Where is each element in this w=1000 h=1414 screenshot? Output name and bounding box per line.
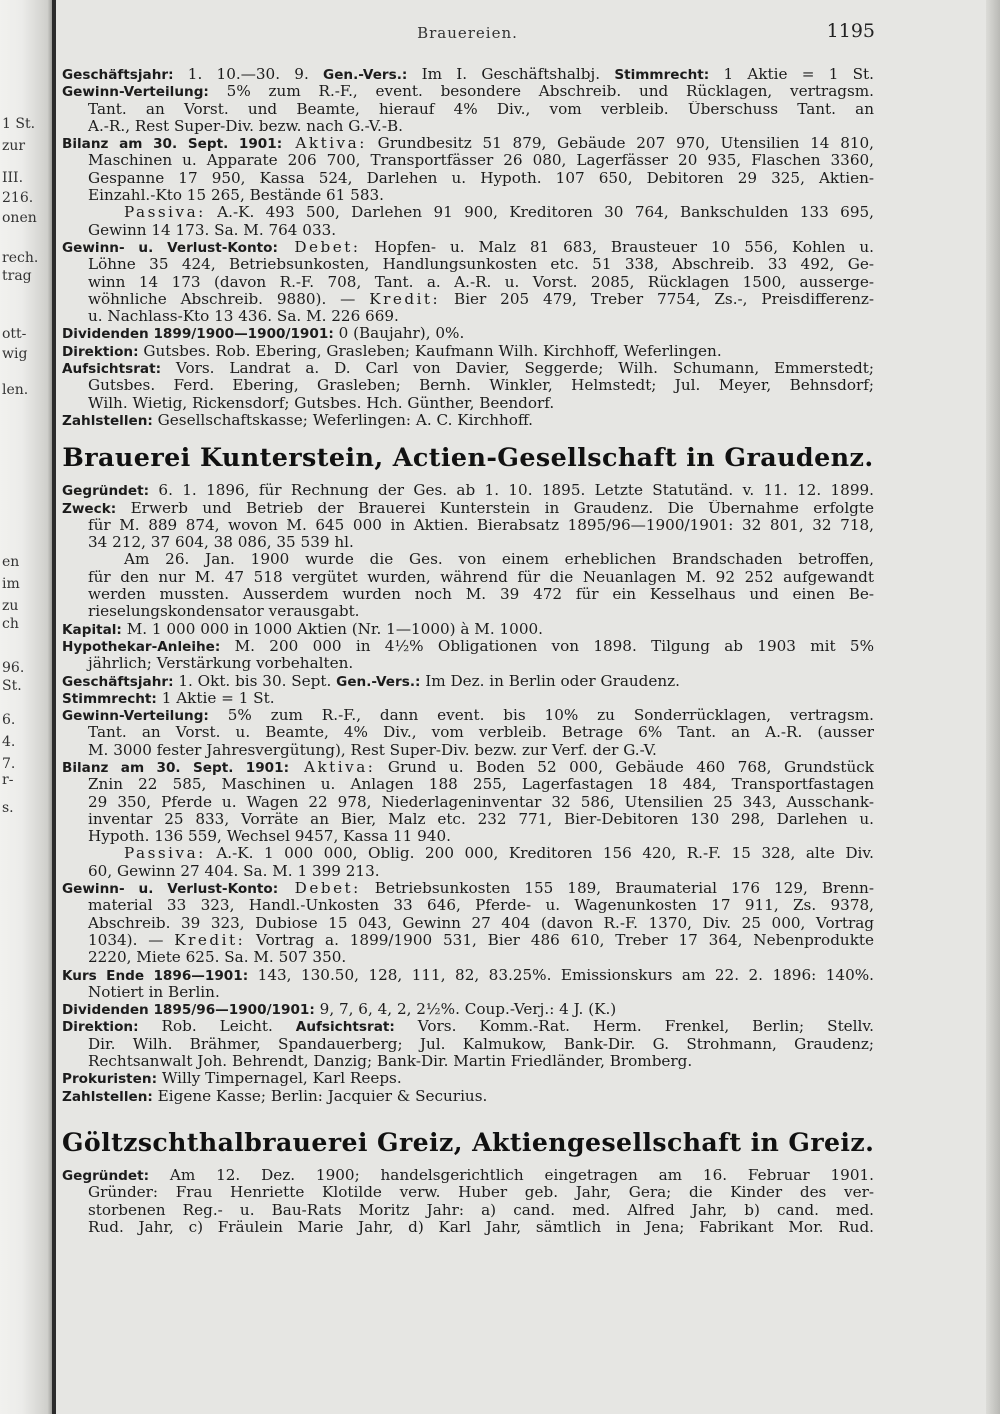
text-run: Gesellschaftskasse; Weferlingen: A. C. Kirchhoff. — [152, 411, 533, 429]
text-line: 60, Gewinn 27 404. Sa. M. 1 399 213. — [88, 862, 380, 880]
field-label: Direktion: — [62, 343, 139, 360]
text-line: M. 3000 fester Jahresvergütung), Rest Super-Div. bezw. zur Verf. der G.-V. — [88, 741, 657, 759]
field-label: Geschäftsjahr: — [62, 673, 174, 690]
text-line: inventar 25 833, Vorräte an Bier, Malz etc. 232 771, Bier-Debitoren 130 298, Darlehen u. — [88, 810, 874, 828]
gutter-fragment: zu — [2, 598, 19, 614]
text-run: Im I. Geschäftshalbj. — [407, 66, 615, 83]
field-label: Prokuristen: — [62, 1071, 158, 1088]
text-run: 5% zum R.-F., event. besondere Abschreib. und Rücklagen, vertragsm. — [208, 83, 874, 101]
field-label: Bilanz am 30. Sept. 1901: — [62, 759, 290, 776]
spaced-label: Debet: — [278, 880, 361, 898]
text-run: Vors. Landrat a. D. Carl von Davier, Seggerde; Wilh. Schumann, Emmerstedt; — [161, 360, 874, 378]
running-header — [60, 20, 875, 48]
field-label: Gewinn-Verteilung: — [62, 708, 209, 725]
gutter-fragment: zur — [2, 138, 26, 154]
field-label: Geschäftsjahr: — [62, 67, 174, 83]
text-line — [62, 690, 874, 707]
text-line — [62, 66, 874, 83]
gutter-fragment: onen — [2, 210, 37, 226]
text-line — [62, 880, 874, 897]
text-line — [62, 932, 874, 949]
field-label: Zweck: — [62, 500, 117, 517]
gutter-fragment: 216. — [2, 190, 34, 206]
text-line: Rud. Jahr, c) Fräulein Marie Jahr, d) Karl Jahr, sämtlich in Jena; Fabrikant Mor. Rud. — [88, 1218, 874, 1236]
text-run: Hopfen- u. Malz 81 683, Brausteuer 10 556, Kohlen u. — [360, 238, 874, 256]
gutter-fragment: 1 St. — [2, 116, 36, 132]
gutter-fragment: St. — [2, 678, 22, 694]
text-line: Tant. an Vorst. u. Beamte, 4% Div., vom verbleib. Betrage 6% Tant. an A.-R. (ausser — [88, 724, 874, 742]
field-label: Gewinn-Verteilung: — [62, 84, 209, 101]
text-run: Rob. Leicht. — [138, 1018, 296, 1036]
text-line: für M. 889 874, wovon M. 645 000 in Aktien. Bierabsatz 1895/96—1900/1901: 32 801, 32 718, — [88, 516, 874, 534]
text-run: 1. Okt. bis 30. Sept. — [173, 672, 337, 690]
field-label: Aufsichtsrat: — [295, 1019, 395, 1036]
field-label: Gewinn- u. Verlust-Konto: — [62, 239, 278, 256]
text-line: winn 14 173 (davon R.-F. 708, Tant. a. A.-R. u. Vorst. 2085, Rücklagen 1500, ausserge- — [88, 273, 874, 291]
field-label: Direktion: — [62, 1019, 139, 1036]
text-line: Maschinen u. Apparate 206 700, Transportfässer 26 080, Lagerfässer 20 935, Flaschen 3360, — [88, 152, 874, 170]
text-line: Dir. Wilh. Brähmer, Spandauerberg; Jul. Kalmukow, Bank-Dir. G. Strohmann, Graudenz; — [88, 1035, 874, 1053]
text-line — [62, 1088, 874, 1105]
text-run: Grund u. Boden 52 000, Gebäude 460 768, Grundstück — [375, 758, 874, 776]
text-run: 1 Aktie = 1 St. — [156, 689, 275, 707]
text-run: Bier 205 479, Treber 7754, Zs.-, Preisdifferenz- — [440, 290, 874, 308]
page-number: 1195 — [826, 20, 875, 42]
field-label: Kurs Ende 1896—1901: — [62, 967, 249, 984]
text-line: Znin 22 585, Maschinen u. Anlagen 188 255, Lagerfastagen 18 484, Transportfastagen — [88, 776, 874, 794]
gutter-fragment: 96. — [2, 660, 25, 676]
field-label: Dividenden 1895/96—1900/1901: — [62, 1002, 315, 1019]
running-title: Brauereien. — [417, 24, 518, 42]
gutter-fragment: im — [2, 576, 20, 592]
field-label: Kapital: — [62, 621, 122, 638]
book-spine-shadow — [52, 0, 56, 1414]
text-line — [62, 83, 874, 100]
entry-goeltzschthalbrauerei-greiz — [62, 1167, 874, 1236]
field-label: Aufsichtsrat: — [62, 361, 161, 378]
text-line — [62, 621, 874, 638]
field-label: Hypothekar-Anleihe: — [62, 638, 221, 655]
field-label: Gen.-Vers.: — [336, 673, 421, 690]
text-run: Willy Timpernagel, Karl Reeps. — [157, 1070, 402, 1088]
gutter-fragment: III. — [2, 170, 24, 186]
text-line: Wilh. Wietig, Rickensdorf; Gutsbes. Hch. Günther, Beendorf. — [88, 394, 555, 412]
text-line — [62, 1167, 874, 1184]
text-line: Gewinn 14 173. Sa. M. 764 033. — [88, 221, 337, 239]
text-line: storbenen Reg.- u. Bau-Rats Moritz Jahr: a) cand. med. Alfred Jahr, b) cand. med. — [88, 1201, 874, 1219]
text-line — [62, 1018, 874, 1035]
text-run: A.-K. 493 500, Darlehen 91 900, Kreditoren 30 764, Bankschulden 133 695, — [205, 204, 874, 222]
text-run: Erwerb und Betrieb der Brauerei Kunterstein in Graudenz. Die Übernahme erfolgte — [116, 499, 874, 517]
text-line: Einzahl.-Kto 15 265, Bestände 61 583. — [88, 187, 384, 205]
text-run: Betriebsunkosten 155 189, Braumaterial 176 129, Brenn- — [360, 880, 874, 898]
gutter-fragment: len. — [2, 382, 29, 398]
text-run: 1 Aktie = 1 St. — [709, 66, 874, 83]
text-run: Im Dez. in Berlin oder Graudenz. — [420, 672, 680, 690]
gutter-fragment: 7. — [2, 756, 16, 772]
field-label: Gen.-Vers.: — [323, 67, 408, 83]
spaced-label: Aktiva: — [289, 758, 376, 776]
text-line: 34 212, 37 604, 38 086, 35 539 hl. — [88, 534, 354, 552]
field-label: Bilanz am 30. Sept. 1901: — [62, 136, 283, 153]
text-run: M. 200 000 in 4½% Obligationen von 1898. Tilgung ab 1903 mit 5% — [220, 637, 874, 655]
text-line — [62, 412, 874, 429]
text-line: Hypoth. 136 559, Wechsel 9457, Kassa 11 940. — [88, 828, 451, 846]
text-run: 5% zum R.-F., dann event. bis 10% zu Sonderrücklagen, vertragsm. — [208, 707, 874, 725]
text-run: 6. 1. 1896, für Rechnung der Ges. ab 1. 10. 1895. Letzte Statutänd. v. 11. 12. 1899. — [149, 482, 874, 500]
text-line — [62, 638, 874, 655]
text-run: Vors. Komm.-Rat. Herm. Frenkel, Berlin; Stellv. — [394, 1018, 874, 1036]
text-line — [62, 482, 874, 499]
gutter-fragment: r- — [2, 772, 14, 788]
page-edge-shadow — [986, 0, 1000, 1414]
field-label: Gegründet: — [62, 483, 150, 500]
field-label: Stimmrecht: — [62, 690, 157, 707]
field-label: Gegründet: — [62, 1167, 150, 1184]
gutter-fragment: rech. — [2, 250, 39, 266]
company-heading-container — [62, 1105, 874, 1167]
text-run: 0 (Baujahr), 0%. — [333, 325, 465, 343]
text-line — [62, 239, 874, 256]
text-line — [62, 759, 874, 776]
text-run: M. 1 000 000 in 1000 Aktien (Nr. 1—1000) à M. 1000. — [121, 620, 543, 638]
text-line: für den nur M. 47 518 vergütet wurden, während für die Neuanlagen M. 92 252 aufgewandt — [88, 568, 874, 586]
entry-brauerei-kunterstein — [62, 482, 874, 1105]
field-label: Dividenden 1899/1900—1900/1901: — [62, 326, 334, 343]
text-line: u. Nachlass-Kto 13 436. Sa. M. 226 669. — [88, 308, 399, 326]
spaced-label: Debet: — [277, 238, 361, 256]
text-run: Vortrag a. 1899/1900 531, Bier 486 610, Treber 17 364, Nebenprodukte — [245, 931, 874, 949]
text-line — [62, 845, 874, 862]
text-line: material 33 323, Handl.-Unkosten 33 646, Pferde- u. Wagenunkosten 17 911, Zs. 9378, — [88, 897, 874, 915]
company-title: Brauerei Kunterstein, Actien-Gesellschaft in Graudenz. — [62, 442, 874, 473]
text-line: Am 26. Jan. 1900 wurde die Ges. von einem erheblichen Brandschaden betroffen, — [124, 551, 874, 569]
text-line — [62, 343, 874, 360]
text-line: Gründer: Frau Henriette Klotilde verw. Huber geb. Jahr, Gera; die Kinder des ver- — [88, 1184, 874, 1202]
text-line: 29 350, Pferde u. Wagen 22 978, Niederlageninventar 32 586, Utensilien 25 343, Ausschank- — [88, 793, 874, 811]
text-line: Löhne 35 424, Betriebsunkosten, Handlungsunkosten etc. 51 338, Abschreib. 33 492, Ge- — [88, 256, 874, 274]
gutter-fragment: wig — [2, 346, 28, 362]
text-run: Grundbesitz 51 879, Gebäude 207 970, Utensilien 14 810, — [366, 135, 874, 153]
text-run: 1034). — — [88, 931, 175, 949]
text-line — [62, 1070, 874, 1087]
gutter-fragment: 6. — [2, 712, 16, 728]
text-line — [62, 1001, 874, 1018]
company-title: Göltzschthalbrauerei Greiz, Aktiengesellschaft in Greiz. — [62, 1126, 874, 1157]
text-line — [62, 500, 874, 517]
gutter-fragment: trag — [2, 268, 32, 284]
spaced-label: Kredit: — [369, 290, 441, 308]
text-run: Eigene Kasse; Berlin: Jacquier & Securius. — [152, 1087, 488, 1105]
field-label: Stimmrecht: — [614, 67, 710, 83]
text-line: Tant. an Vorst. und Beamte, hierauf 4% Div., vom verbleib. Überschuss Tant. an — [88, 100, 874, 118]
text-line — [62, 360, 874, 377]
text-line: Abschreib. 39 323, Dubiose 15 043, Gewinn 27 404 (davon R.-F. 1370, Div. 25 000, Vortrag — [88, 914, 874, 932]
text-line: 2220, Miete 625. Sa. M. 507 350. — [88, 949, 347, 967]
text-line — [62, 291, 874, 308]
left-gutter-previous-page — [0, 0, 54, 1414]
text-line: A.-R., Rest Super-Div. bezw. nach G.-V.-B. — [88, 117, 403, 135]
spaced-label: Passiva: — [124, 204, 206, 222]
field-label: Zahlstellen: — [62, 1088, 153, 1105]
spaced-label: Aktiva: — [282, 135, 367, 153]
spaced-label: Passiva: — [124, 845, 206, 863]
field-label: Zahlstellen: — [62, 412, 153, 429]
text-line: Rechtsanwalt Joh. Behrendt, Danzig; Bank-Dir. Martin Friedländer, Bromberg. — [88, 1053, 693, 1071]
text-line — [62, 967, 874, 984]
text-line — [62, 204, 874, 221]
text-run: 143, 130.50, 128, 111, 82, 83.25%. Emissionskurs am 22. 2. 1896: 140%. — [248, 966, 874, 984]
text-run: Gutsbes. Rob. Ebering, Grasleben; Kaufmann Wilh. Kirchhoff, Weferlingen. — [138, 342, 722, 360]
gutter-fragment: ch — [2, 616, 19, 632]
text-line: jährlich; Verstärkung vorbehalten. — [88, 655, 354, 673]
page-content — [62, 66, 874, 1236]
text-line — [62, 325, 874, 342]
text-run: A.-K. 1 000 000, Oblig. 200 000, Kreditoren 156 420, R.-F. 15 328, alte Div. — [205, 845, 874, 863]
text-run: Am 12. Dez. 1900; handelsgerichtlich eingetragen am 16. Februar 1901. — [149, 1166, 874, 1184]
text-line — [62, 673, 874, 690]
gutter-fragment: 4. — [2, 734, 16, 750]
gutter-fragment: ott- — [2, 326, 27, 342]
text-run: 1. 10.—30. 9. — [173, 66, 324, 83]
text-run: wöhnliche Abschreib. 9880). — — [88, 290, 370, 308]
text-line — [62, 707, 874, 724]
text-run: 9, 7, 6, 4, 2, 2½%. Coup.-Verj.: 4 J. (K.) — [314, 1001, 617, 1019]
text-line: Gespanne 17 950, Kassa 524, Darlehen u. Hypoth. 107 650, Debitoren 29 325, Aktien- — [88, 169, 874, 187]
text-line: rieselungskondensator verausgabt. — [88, 603, 360, 621]
text-line: Notiert in Berlin. — [88, 983, 220, 1001]
field-label: Gewinn- u. Verlust-Konto: — [62, 881, 279, 898]
text-line: Gutsbes. Ferd. Ebering, Grasleben; Bernh. Winkler, Helmstedt; Jul. Meyer, Behnsdorf; — [88, 377, 874, 395]
text-line: werden mussten. Ausserdem wurden noch M. 39 472 für ein Kesselhaus und einen Be- — [88, 586, 874, 604]
text-line — [62, 135, 874, 152]
spaced-label: Kredit: — [174, 931, 246, 949]
entry-continued — [62, 66, 874, 429]
gutter-fragment: s. — [2, 800, 14, 816]
company-heading-container — [62, 429, 874, 482]
gutter-fragment: en — [2, 554, 20, 570]
